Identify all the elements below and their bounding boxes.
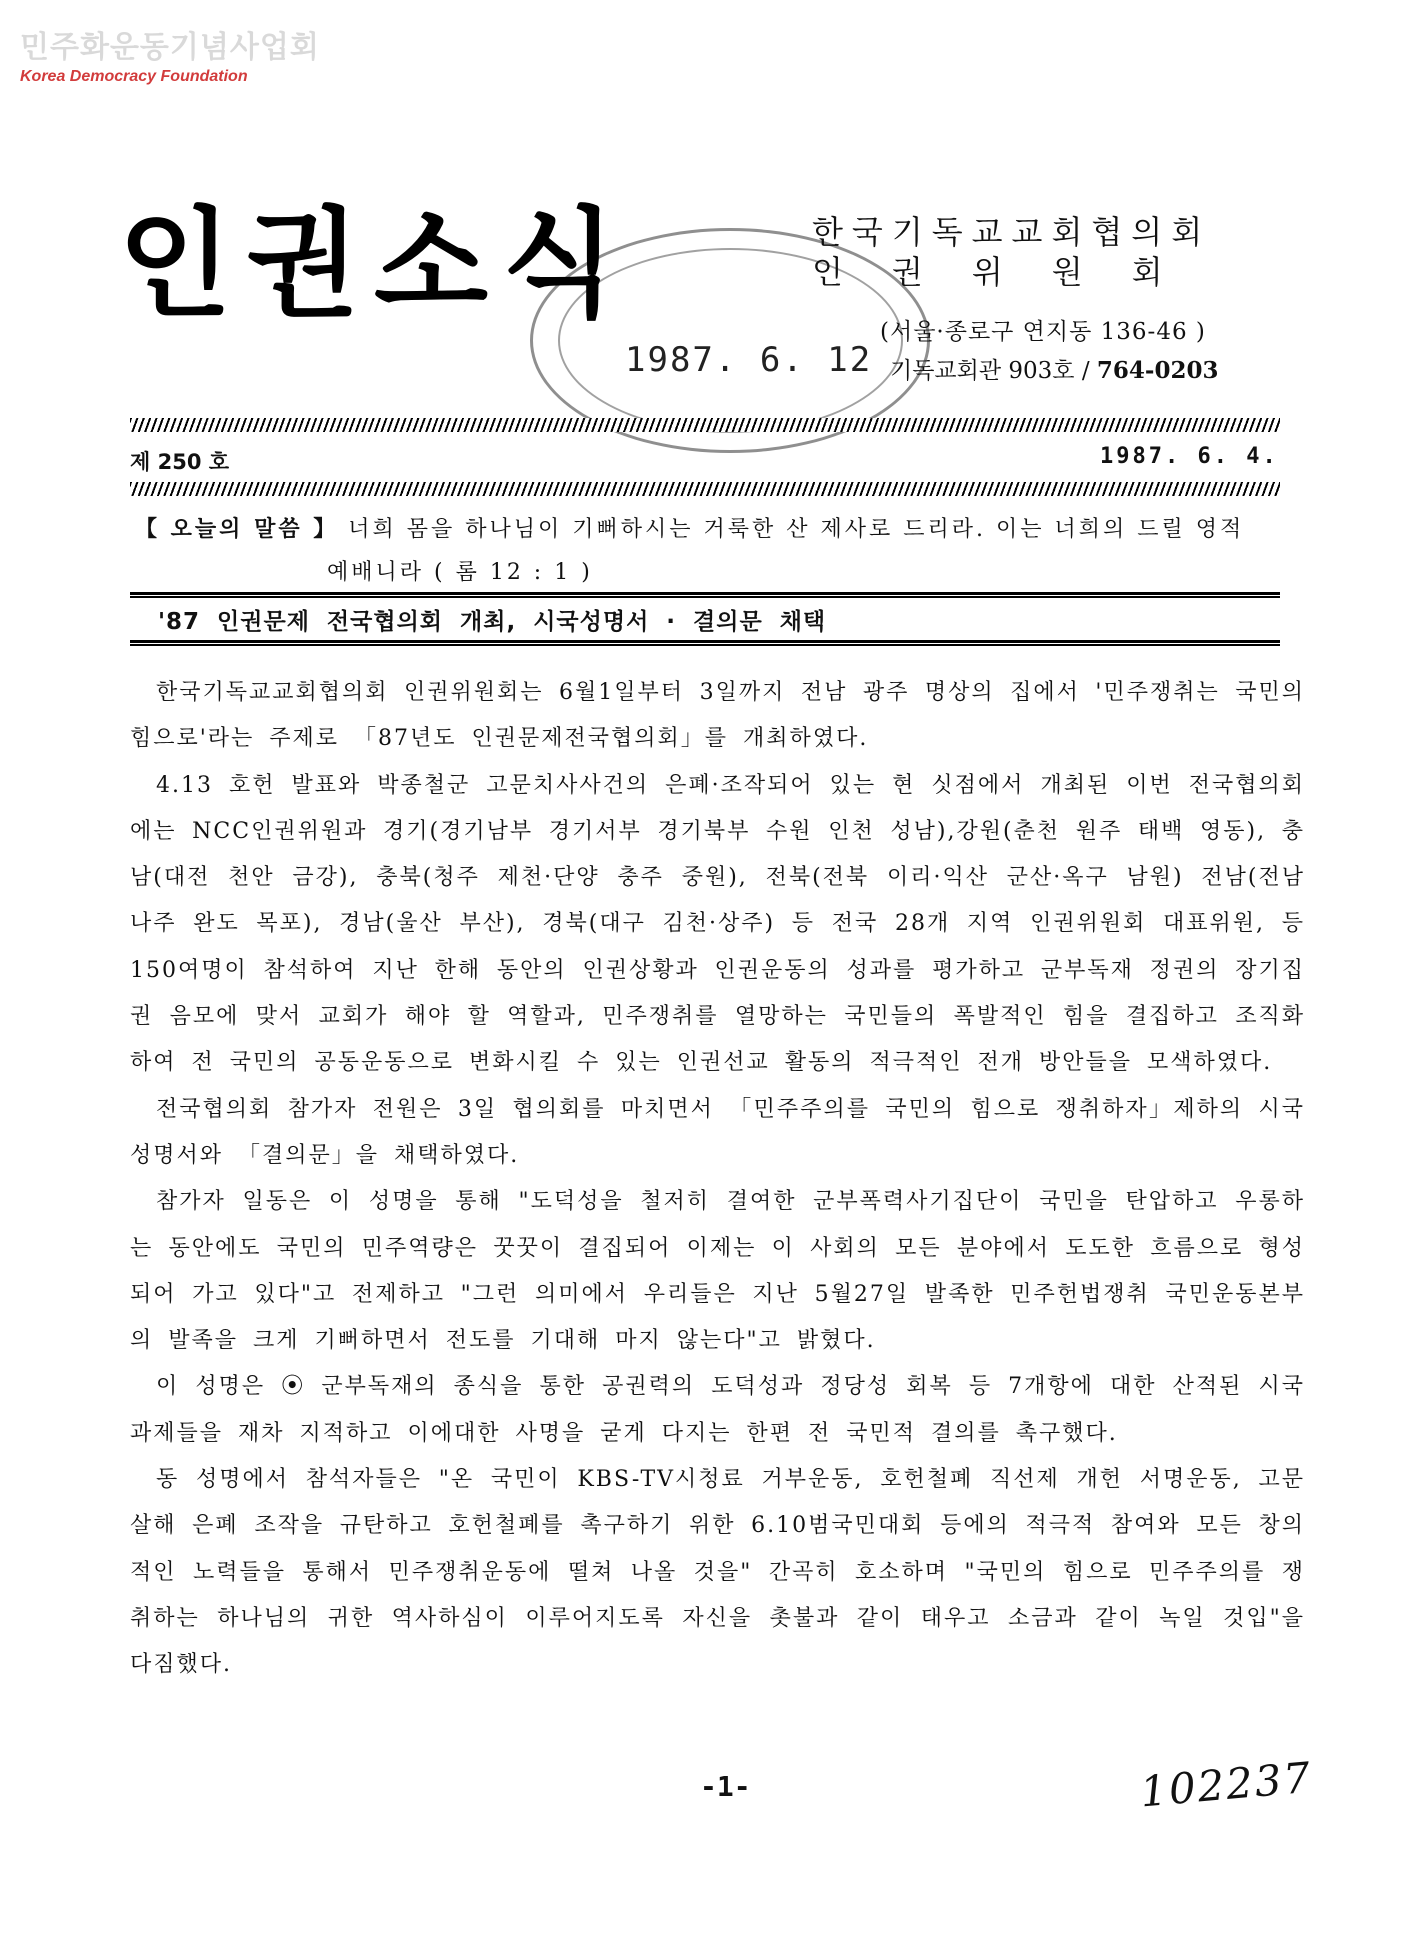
publisher-committee: 인권위원회 bbox=[812, 253, 1212, 291]
handwritten-archive-number: 102237 bbox=[1138, 1752, 1315, 1817]
office-room: 기독교회관 903호 / bbox=[890, 358, 1090, 384]
page-number: -1- bbox=[700, 1770, 751, 1803]
paragraph: 4.13 호헌 발표와 박종철군 고문치사사건의 은폐·조작되어 있는 현 싯점에서 개최된 이번 전국협의회에는 NCC인권위원과 경기(경기남부 경기서부 경기북부 수원 인천 성남),강원(춘천 원주 태백 영동), 충남(대전 천안 금강), 충북(청주 제천·단양 충주 중원), 전북(전북 이리·익산 군산·옥구 남원) 전남(전남 나주 완도 목포), 경남(울산 부산), 경북(대구 김천·상주) 등 전국 28개 지역 인권위원회 대표위원, 등 150여명이 참석하여 지난 한해 동안의 인권상황과 인권운동의 성과를 평가하고 군부독재 정권의 장기집권 음모에 맞서 교회가 해야 할 역할과, 민주쟁취를 열망하는 국민들의 폭발적인 힘을 결집하고 조직화하여 전 국민의 공동운동으로 변화시킬 수 있는 인권선교 활동의 적극적인 전개 방안들을 모색하였다. bbox=[130, 772, 1305, 1076]
issue-date: 1987. 6. 4. bbox=[1100, 444, 1279, 469]
office-phone: 764-0203 bbox=[1096, 357, 1219, 384]
article-body bbox=[130, 670, 1305, 1689]
todays-word-label: 【 오늘의 말씀 】 bbox=[135, 517, 339, 542]
masthead-title: 인권소식 bbox=[118, 195, 630, 333]
paragraph: 이 성명은 ⦿ 군부독재의 종식을 통한 공권력의 도덕성과 정당성 회복 등 7개항에 대한 산적된 시국과제들을 재차 지적하고 이에대한 사명을 굳게 다지는 한편 전 국민적 결의를 촉구했다. bbox=[130, 1374, 1305, 1446]
publisher-office bbox=[890, 352, 1218, 385]
watermark-korean: 민주화운동기념사업회 bbox=[20, 30, 320, 65]
stamp-date: 1987. 6. 12 bbox=[625, 340, 873, 380]
watermark-english: Korea Democracy Foundation bbox=[20, 68, 248, 85]
hatched-rule-bottom bbox=[130, 482, 1280, 496]
todays-word bbox=[135, 512, 1300, 586]
article-headline: '87 인권문제 전국협의회 개최, 시국성명서 · 결의문 채택 bbox=[158, 609, 827, 635]
paragraph: 한국기독교교회협의회 인권위원회는 6월1일부터 3일까지 전남 광주 명상의 집에서 '민주쟁취는 국민의 힘으로'라는 주제로 「87년도 인권문제전국협의회」를 개최하였다. bbox=[130, 680, 1305, 752]
paragraph: 동 성명에서 참석자들은 "온 국민이 KBS-TV시청료 거부운동, 호헌철폐 직선제 개헌 서명운동, 고문살해 은폐 조작을 규탄하고 호헌철폐를 촉구하기 위한 6.10범국민대회 등에의 적극적 참여와 모든 창의적인 노력들을 통해서 민주쟁취운동에 떨쳐 나올 것을" 간곡히 호소하며 "국민의 힘으로 민주주의를 쟁취하는 하나님의 귀한 역사하심이 이루어지도록 자신을 촛불과 같이 태우고 소금과 같이 녹일 것입"을 다짐했다. bbox=[130, 1467, 1305, 1678]
headline-rule-bottom bbox=[130, 640, 1280, 646]
todays-word-text: 너희 몸을 하나님이 기뻐하시는 거룩한 산 제사로 드리라. 이는 너희의 드릴 영적 bbox=[348, 517, 1245, 542]
headline-rule-top bbox=[130, 592, 1280, 598]
paragraph: 참가자 일동은 이 성명을 통해 "도덕성을 철저히 결여한 군부폭력사기집단이 국민을 탄압하고 우롱하는 동안에도 국민의 민주역량은 꿋꿋이 결집되어 이제는 이 사회의 모든 분야에서 도도한 흐름으로 형성되어 가고 있다"고 전제하고 "그런 의미에서 우리들은 지난 5월27일 발족한 민주헌법쟁취 국민운동본부의 발족을 크게 기뻐하면서 전도를 기대해 마지 않는다"고 밝혔다. bbox=[130, 1189, 1305, 1354]
hatched-rule-top bbox=[130, 418, 1280, 432]
publisher-address: (서울·종로구 연지동 136-46 ) bbox=[880, 319, 1206, 345]
todays-word-continuation: 예배니라 ( 롬 12 : 1 ) bbox=[327, 560, 593, 585]
paragraph: 전국협의회 참가자 전원은 3일 협의회를 마치면서 「민주주의를 국민의 힘으로 쟁취하자」제하의 시국 성명서와 「결의문」을 채택하였다. bbox=[130, 1096, 1305, 1168]
watermark bbox=[20, 22, 320, 86]
issue-number: 제 250 호 bbox=[130, 450, 230, 474]
publisher bbox=[812, 212, 1212, 292]
publisher-council: 한국기독교교회협의회 bbox=[812, 213, 1212, 251]
